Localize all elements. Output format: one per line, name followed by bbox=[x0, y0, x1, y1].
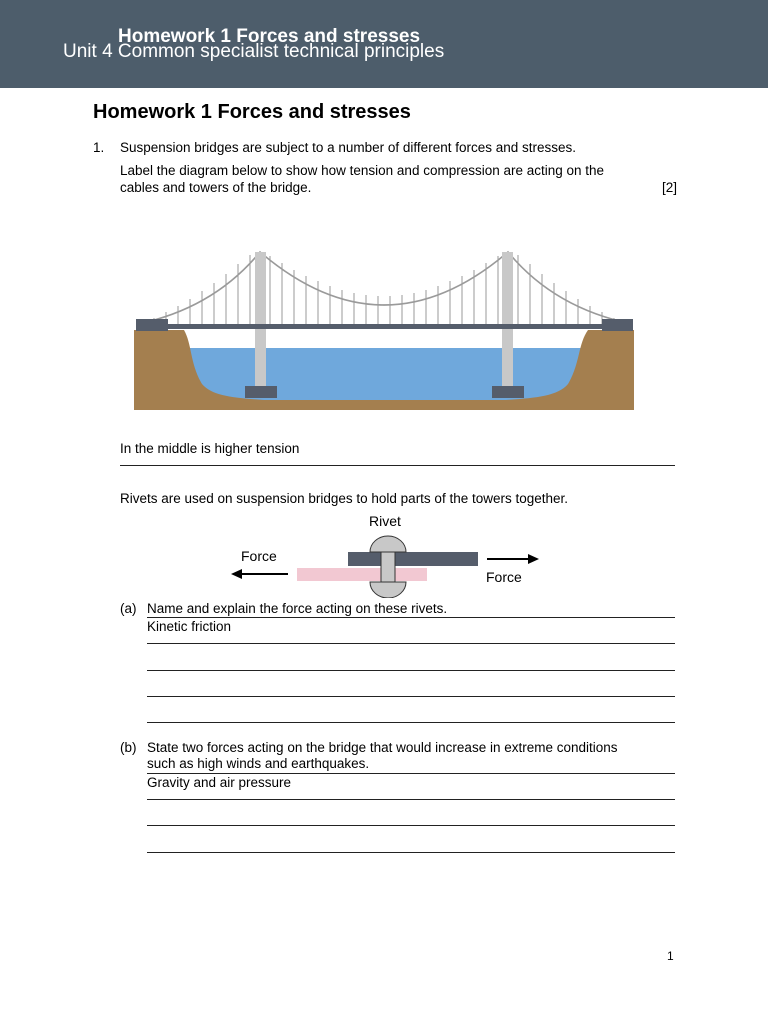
bridge-anchor-left bbox=[136, 319, 168, 331]
header-title: Homework 1 Forces and stresses bbox=[118, 26, 421, 47]
header-banner bbox=[0, 0, 768, 88]
answer-line bbox=[120, 465, 675, 466]
bridge-tower-right bbox=[502, 252, 513, 388]
rivet-diagram bbox=[228, 534, 544, 598]
question-instruction-line2: cables and towers of the bridge. bbox=[120, 180, 312, 195]
question-b-label: (b) bbox=[120, 740, 137, 755]
rivet-head-bottom bbox=[370, 582, 406, 598]
answer-line bbox=[147, 617, 675, 618]
answer-line bbox=[147, 643, 675, 644]
question-a-label: (a) bbox=[120, 601, 137, 616]
bridge-suspenders bbox=[154, 255, 614, 324]
suspension-bridge-diagram bbox=[134, 248, 636, 412]
answer-a[interactable]: Kinetic friction bbox=[147, 619, 232, 634]
bridge-base-right bbox=[492, 386, 524, 398]
marks-label: [2] bbox=[662, 180, 678, 195]
page-number: 1 bbox=[667, 949, 674, 963]
force-label-right: Force bbox=[486, 569, 522, 585]
answer-line bbox=[147, 722, 675, 723]
question-intro: Suspension bridges are subject to a number of different forces and stresses. bbox=[120, 140, 577, 155]
question-instruction-line1: Label the diagram below to show how tension and compression are acting on the bbox=[120, 163, 605, 178]
answer-line bbox=[147, 670, 675, 671]
bridge-base-left bbox=[245, 386, 277, 398]
question-number: 1. bbox=[93, 140, 105, 155]
rivet-bottom-plate bbox=[297, 568, 427, 581]
answer-line bbox=[147, 696, 675, 697]
answer-tension[interactable]: In the middle is higher tension bbox=[120, 441, 300, 456]
bridge-water bbox=[174, 348, 596, 402]
bridge-tower-left bbox=[255, 252, 266, 388]
force-label-left: Force bbox=[241, 548, 277, 564]
rivet-label: Rivet bbox=[369, 513, 401, 529]
rivet-shank bbox=[381, 548, 395, 584]
rivets-intro-text: Rivets are used on suspension bridges to hold parts of the towers together. bbox=[120, 491, 569, 506]
rivet-head-top bbox=[370, 536, 406, 552]
bridge-main-cable bbox=[138, 252, 632, 324]
answer-line bbox=[147, 825, 675, 826]
question-b-text-line1: State two forces acting on the bridge that would increase in extreme conditions bbox=[147, 740, 618, 755]
answer-line bbox=[147, 773, 675, 774]
answer-line bbox=[147, 799, 675, 800]
rivet-top-plate bbox=[348, 552, 478, 566]
arrow-right-icon bbox=[487, 554, 539, 564]
bridge-deck bbox=[164, 324, 606, 329]
arrow-left-icon bbox=[231, 569, 288, 579]
question-a-text: Name and explain the force acting on these rivets. bbox=[147, 601, 448, 616]
question-b-text-line2: such as high winds and earthquakes. bbox=[147, 756, 370, 771]
answer-b[interactable]: Gravity and air pressure bbox=[147, 775, 292, 790]
answer-line bbox=[147, 852, 675, 853]
header-unit: Unit 4 Common specialist technical principles bbox=[63, 41, 445, 62]
page-heading: Homework 1 Forces and stresses bbox=[93, 101, 411, 123]
bridge-anchor-right bbox=[602, 319, 633, 331]
